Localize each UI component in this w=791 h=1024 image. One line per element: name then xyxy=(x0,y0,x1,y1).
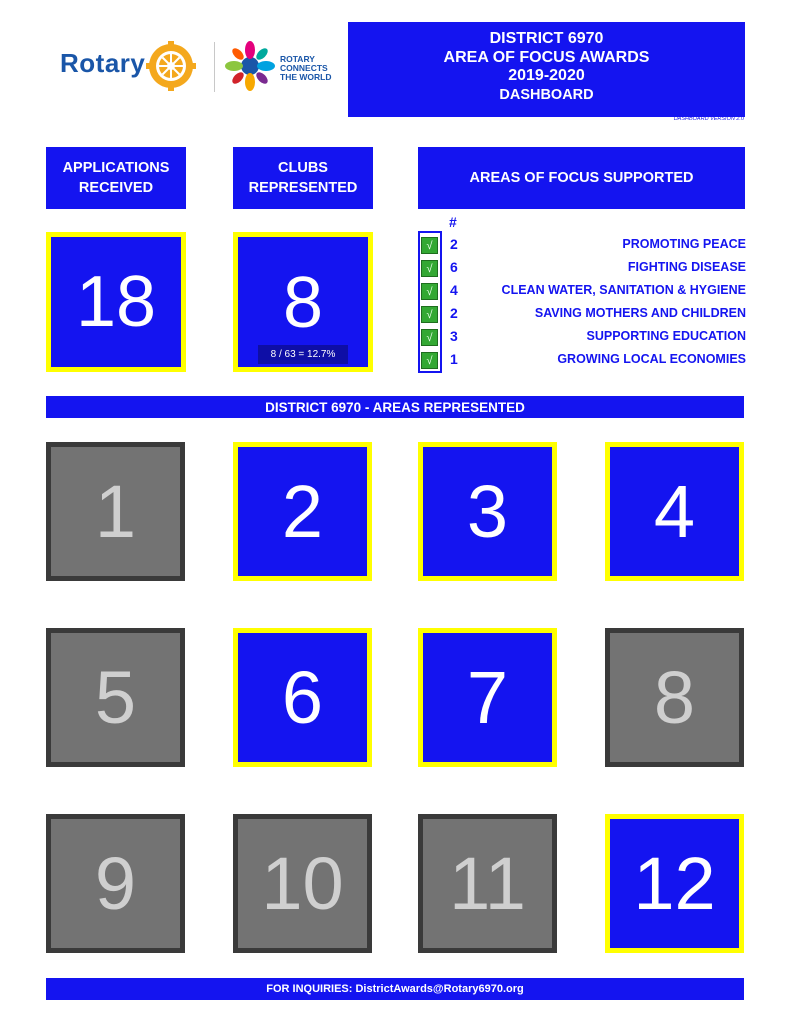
area-number: 9 xyxy=(94,841,137,925)
rotary-wheel-icon xyxy=(146,41,196,91)
area-tile-4 xyxy=(605,442,744,581)
area-tile-8 xyxy=(605,628,744,767)
title-line-awards: AREA OF FOCUS AWARDS xyxy=(443,48,650,66)
footer-band xyxy=(46,978,744,1000)
rotary-wordmark: Rotary xyxy=(60,48,146,78)
area-number: 6 xyxy=(281,655,324,739)
check-mark-icon: √ xyxy=(421,237,438,254)
applications-value: 18 xyxy=(75,262,157,342)
area-number: 5 xyxy=(94,655,137,739)
area-number: 4 xyxy=(653,469,696,553)
check-mark-icon: √ xyxy=(421,352,438,369)
check-mark-icon: √ xyxy=(421,283,438,300)
focus-row xyxy=(420,280,746,303)
areas-header-band xyxy=(46,396,744,418)
title-box xyxy=(348,22,745,117)
focus-row xyxy=(420,349,746,372)
title-line-year: 2019-2020 xyxy=(508,67,585,84)
area-number: 3 xyxy=(466,469,509,553)
area-tile-11 xyxy=(418,814,557,953)
check-mark-icon: √ xyxy=(421,329,438,346)
focus-header-label: AREAS OF FOCUS SUPPORTED xyxy=(469,170,694,186)
area-tile-12 xyxy=(605,814,744,953)
area-tile-2 xyxy=(233,442,372,581)
applications-label: APPLICATIONS RECEIVED xyxy=(62,160,170,196)
focus-name: SUPPORTING EDUCATION xyxy=(586,329,746,343)
focus-name: CLEAN WATER, SANITATION & HYGIENE xyxy=(501,283,746,297)
title-line-district: DISTRICT 6970 xyxy=(489,30,604,47)
area-number: 11 xyxy=(449,841,526,925)
footer-inquiries: FOR INQUIRIES: DistrictAwards@Rotary6970.org xyxy=(266,983,524,995)
focus-row xyxy=(420,234,746,257)
clubs-percentage: 8 / 63 = 12.7% xyxy=(258,345,348,364)
rotary-connects-text xyxy=(280,55,331,82)
focus-count: 2 xyxy=(450,236,458,252)
focus-name: GROWING LOCAL ECONOMIES xyxy=(557,352,746,366)
focus-count: 3 xyxy=(450,328,458,344)
area-tile-1 xyxy=(46,442,185,581)
focus-count: 2 xyxy=(450,305,458,321)
area-number: 7 xyxy=(466,655,509,739)
connects-line-1: ROTARY xyxy=(280,54,315,64)
area-tile-9 xyxy=(46,814,185,953)
applications-header xyxy=(46,147,186,209)
dashboard-version: DASHBOARD VERSION 2.0 xyxy=(673,116,744,122)
focus-row xyxy=(420,303,746,326)
focus-name: SAVING MOTHERS AND CHILDREN xyxy=(534,306,746,320)
area-number: 10 xyxy=(261,841,344,925)
focus-row xyxy=(420,257,746,280)
count-column-header: # xyxy=(449,214,457,230)
clubs-label: CLUBS REPRESENTED xyxy=(248,160,358,196)
check-mark-icon: √ xyxy=(421,260,438,277)
title-line-dashboard: DASHBOARD xyxy=(499,86,594,103)
focus-name: FIGHTING DISEASE xyxy=(627,260,746,274)
focus-count: 6 xyxy=(450,259,458,275)
connects-line-3: THE WORLD xyxy=(280,72,332,82)
focus-count: 1 xyxy=(450,351,458,367)
area-number: 1 xyxy=(94,469,137,553)
areas-header-label: DISTRICT 6970 - AREAS REPRESENTED xyxy=(265,399,525,415)
clubs-value: 8 xyxy=(282,263,324,343)
area-number: 8 xyxy=(653,655,696,739)
area-number: 2 xyxy=(281,469,324,553)
area-tile-6 xyxy=(233,628,372,767)
logo-divider xyxy=(214,42,215,92)
focus-header xyxy=(418,147,745,209)
area-tile-10 xyxy=(233,814,372,953)
focus-row xyxy=(420,326,746,349)
clubs-header xyxy=(233,147,373,209)
area-number: 12 xyxy=(633,841,716,925)
area-tile-3 xyxy=(418,442,557,581)
area-tile-7 xyxy=(418,628,557,767)
rotary-connects-logo-icon xyxy=(222,38,278,94)
applications-tile xyxy=(46,232,186,372)
check-mark-icon: √ xyxy=(421,306,438,323)
connects-line-2: CONNECTS xyxy=(280,63,328,73)
focus-name: PROMOTING PEACE xyxy=(622,237,746,251)
area-tile-5 xyxy=(46,628,185,767)
focus-count: 4 xyxy=(450,282,458,298)
